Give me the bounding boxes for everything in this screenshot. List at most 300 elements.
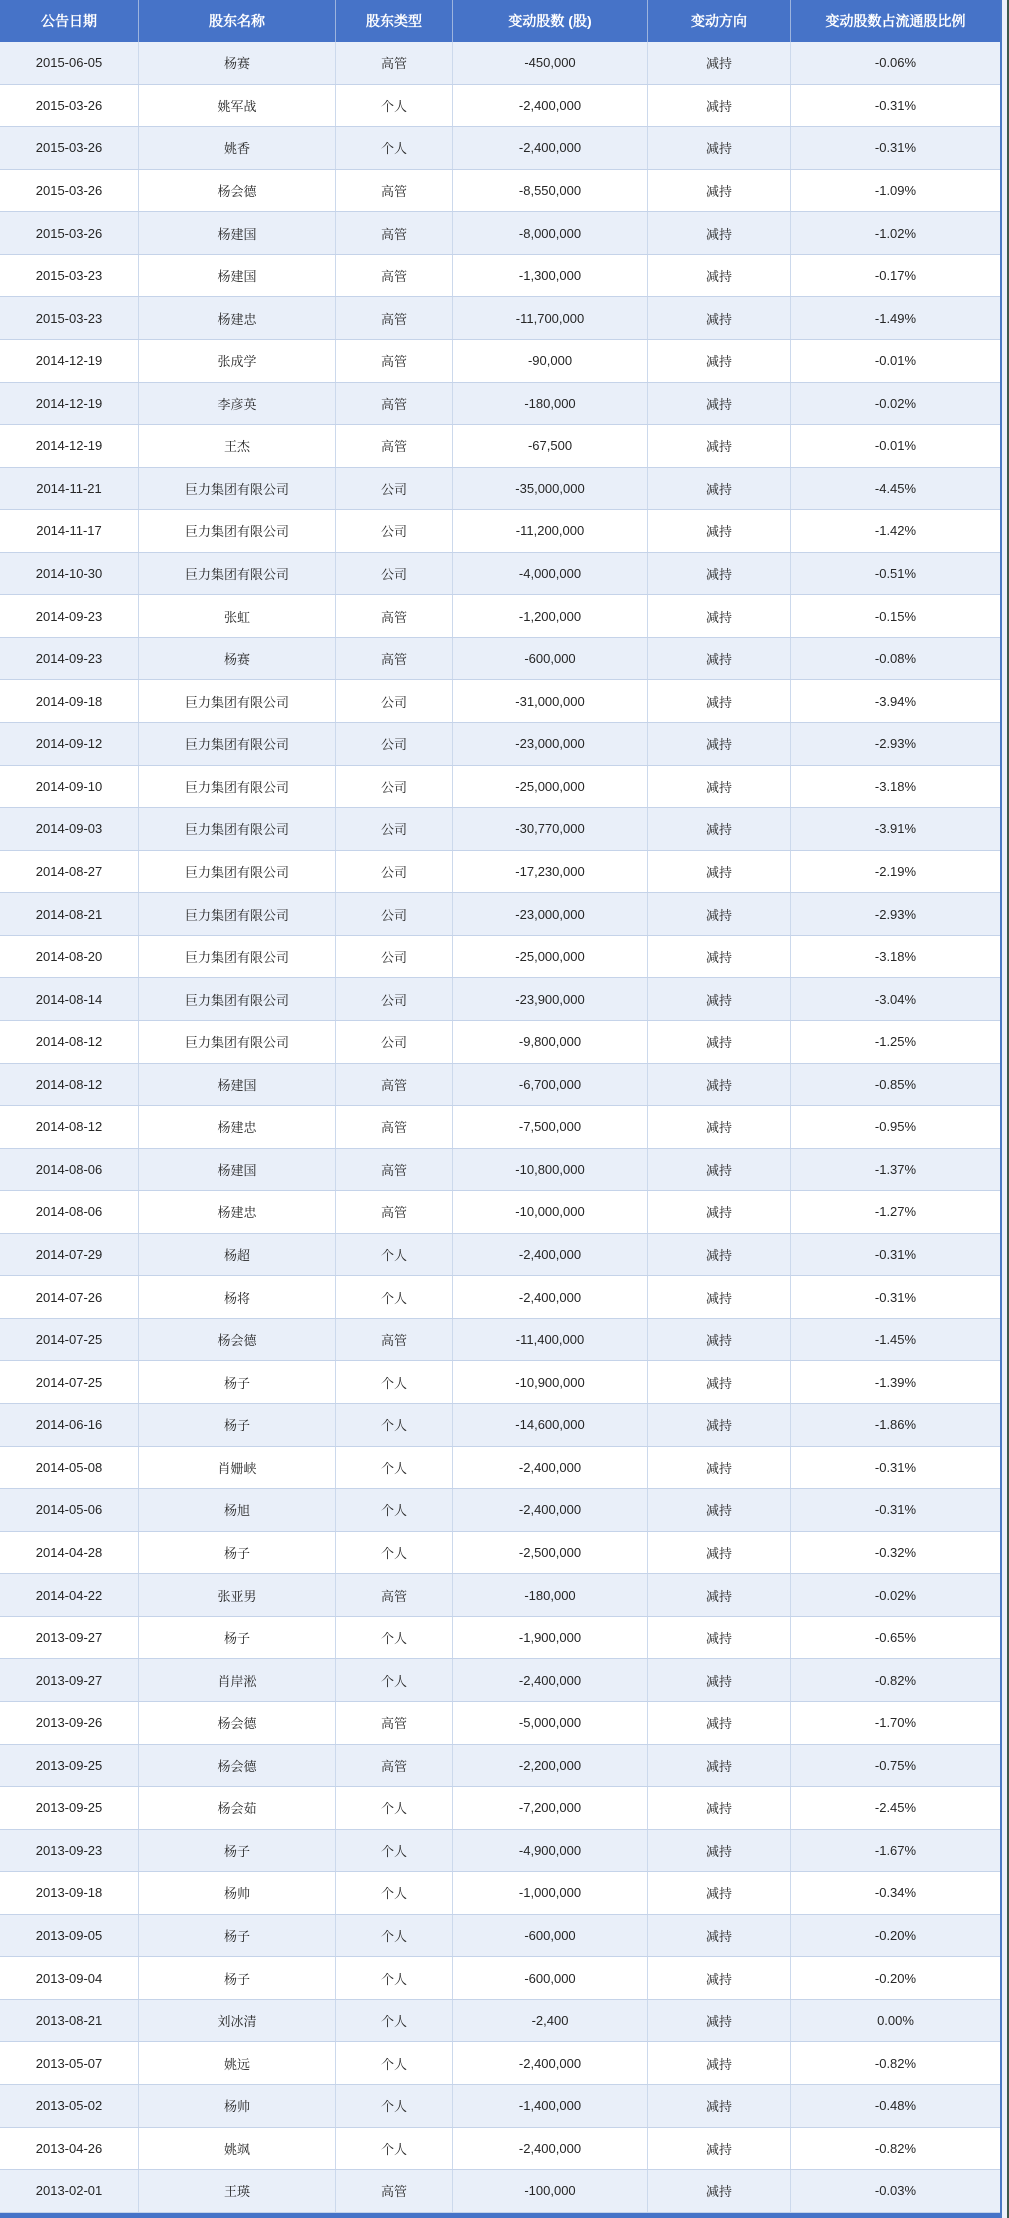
cell-date: 2014-11-21 <box>0 468 139 510</box>
cell-date: 2015-03-23 <box>0 255 139 297</box>
cell-direction: 减持 <box>648 2170 791 2212</box>
table-row <box>0 1617 1000 1660</box>
cell-type: 高管 <box>336 2170 453 2212</box>
cell-ratio: -0.82% <box>874 2140 917 2156</box>
cell-name: 杨赛 <box>139 42 336 84</box>
table-row <box>0 1319 1000 1362</box>
cell-date: 2014-05-06 <box>0 1489 139 1531</box>
cell-shares: -1,900,000 <box>453 1617 648 1659</box>
cell-date: 2014-12-19 <box>0 425 139 467</box>
cell-name: 李彦英 <box>139 383 336 425</box>
table-row <box>0 1361 1000 1404</box>
cell-shares: -4,000,000 <box>453 553 648 595</box>
column-header-float-ratio: 变动股数占流通股比例 <box>825 13 966 29</box>
cell-name: 肖岸淞 <box>139 1659 336 1701</box>
table-row <box>0 808 1000 851</box>
table-row <box>0 1021 1000 1064</box>
cell-shares: -600,000 <box>453 638 648 680</box>
cell-ratio: -0.02% <box>874 1587 917 1603</box>
cell-type: 公司 <box>336 978 453 1020</box>
cell-name: 王杰 <box>139 425 336 467</box>
cell-date: 2014-12-19 <box>0 383 139 425</box>
cell-name: 杨超 <box>139 1234 336 1276</box>
cell-ratio: -4.45% <box>874 480 917 496</box>
cell-name: 姚远 <box>139 2042 336 2084</box>
table-row <box>0 1830 1000 1873</box>
cell-direction: 减持 <box>648 1957 791 1999</box>
cell-ratio: -0.08% <box>874 651 917 667</box>
cell-shares: -10,800,000 <box>453 1149 648 1191</box>
table-row <box>0 297 1000 340</box>
cell-type: 个人 <box>336 2085 453 2127</box>
table-row <box>0 340 1000 383</box>
cell-ratio: -1.70% <box>874 1715 917 1731</box>
cell-direction: 减持 <box>648 1106 791 1148</box>
cell-ratio: -0.32% <box>874 1544 917 1560</box>
table-row <box>0 1276 1000 1319</box>
cell-shares: -30,770,000 <box>453 808 648 850</box>
column-header-direction: 变动方向 <box>648 0 791 42</box>
cell-name: 杨建国 <box>139 255 336 297</box>
cell-name: 杨会德 <box>139 1702 336 1744</box>
cell-ratio: -0.82% <box>874 2055 917 2071</box>
cell-shares: -8,550,000 <box>453 170 648 212</box>
cell-shares: -2,400,000 <box>453 1234 648 1276</box>
cell-ratio: -0.31% <box>874 97 917 113</box>
cell-direction: 减持 <box>648 1276 791 1318</box>
cell-shares: -600,000 <box>453 1957 648 1999</box>
cell-shares: -2,400 <box>453 2000 648 2042</box>
cell-name: 杨赛 <box>139 638 336 680</box>
cell-direction: 减持 <box>648 1830 791 1872</box>
column-header-announce-date: 公告日期 <box>0 0 139 42</box>
cell-date: 2015-06-05 <box>0 42 139 84</box>
cell-type: 个人 <box>336 1234 453 1276</box>
column-header-holder-name: 股东名称 <box>139 0 336 42</box>
cell-name: 姚军战 <box>139 85 336 127</box>
table-row <box>0 1915 1000 1958</box>
cell-direction: 减持 <box>648 1702 791 1744</box>
cell-date: 2014-08-21 <box>0 893 139 935</box>
cell-name: 肖姗峡 <box>139 1447 336 1489</box>
cell-shares: -180,000 <box>453 383 648 425</box>
cell-name: 杨会茹 <box>139 1787 336 1829</box>
cell-type: 个人 <box>336 1957 453 1999</box>
cell-name: 巨力集团有限公司 <box>139 936 336 978</box>
cell-type: 高管 <box>336 42 453 84</box>
cell-type: 个人 <box>336 2128 453 2170</box>
cell-date: 2014-07-29 <box>0 1234 139 1276</box>
cell-direction: 减持 <box>648 1361 791 1403</box>
cell-type: 高管 <box>336 1702 453 1744</box>
cell-name: 张虹 <box>139 595 336 637</box>
cell-ratio: -0.31% <box>874 140 917 156</box>
table-row <box>0 1106 1000 1149</box>
cell-name: 杨将 <box>139 1276 336 1318</box>
cell-type: 高管 <box>336 297 453 339</box>
cell-direction: 减持 <box>648 936 791 978</box>
cell-name: 杨子 <box>139 1915 336 1957</box>
cell-date: 2014-08-12 <box>0 1021 139 1063</box>
cell-ratio: -0.20% <box>874 1970 917 1986</box>
cell-date: 2015-03-23 <box>0 297 139 339</box>
cell-direction: 减持 <box>648 978 791 1020</box>
cell-type: 个人 <box>336 127 453 169</box>
table-row <box>0 2042 1000 2085</box>
table-body <box>0 42 1000 2213</box>
table-bottom-accent-bar <box>0 2213 1000 2218</box>
cell-ratio: -1.25% <box>874 1034 917 1050</box>
cell-ratio: -0.85% <box>874 1076 917 1092</box>
cell-shares: -600,000 <box>453 1915 648 1957</box>
cell-direction: 减持 <box>648 1489 791 1531</box>
cell-date: 2015-03-26 <box>0 212 139 254</box>
table-row <box>0 893 1000 936</box>
cell-name: 杨建国 <box>139 212 336 254</box>
cell-shares: -7,500,000 <box>453 1106 648 1148</box>
cell-type: 个人 <box>336 1915 453 1957</box>
cell-direction: 减持 <box>648 510 791 552</box>
cell-direction: 减持 <box>648 1915 791 1957</box>
cell-type: 个人 <box>336 1447 453 1489</box>
cell-date: 2013-09-27 <box>0 1659 139 1701</box>
table-row <box>0 1957 1000 2000</box>
cell-direction: 减持 <box>648 170 791 212</box>
cell-name: 姚香 <box>139 127 336 169</box>
table-row <box>0 1872 1000 1915</box>
cell-ratio: -0.02% <box>874 395 917 411</box>
cell-ratio: -0.95% <box>874 1119 917 1135</box>
cell-direction: 减持 <box>648 1872 791 1914</box>
cell-ratio: -1.67% <box>874 1842 917 1858</box>
table-row <box>0 1234 1000 1277</box>
right-edge-gutter <box>1002 0 1009 2218</box>
cell-ratio: -0.31% <box>874 1247 917 1263</box>
cell-type: 个人 <box>336 1276 453 1318</box>
cell-date: 2014-10-30 <box>0 553 139 595</box>
cell-type: 个人 <box>336 1617 453 1659</box>
cell-direction: 减持 <box>648 1234 791 1276</box>
cell-type: 公司 <box>336 893 453 935</box>
cell-ratio: -3.91% <box>874 821 917 837</box>
cell-ratio: -0.82% <box>874 1672 917 1688</box>
cell-direction: 减持 <box>648 255 791 297</box>
cell-direction: 减持 <box>648 553 791 595</box>
cell-date: 2014-06-16 <box>0 1404 139 1446</box>
cell-name: 杨建忠 <box>139 297 336 339</box>
cell-date: 2013-08-21 <box>0 2000 139 2042</box>
cell-direction: 减持 <box>648 595 791 637</box>
cell-shares: -25,000,000 <box>453 766 648 808</box>
cell-name: 巨力集团有限公司 <box>139 1021 336 1063</box>
table-row <box>0 1149 1000 1192</box>
table-row <box>0 680 1000 723</box>
cell-ratio: -0.20% <box>874 1928 917 1944</box>
cell-direction: 减持 <box>648 2042 791 2084</box>
cell-direction: 减持 <box>648 2128 791 2170</box>
cell-shares: -11,400,000 <box>453 1319 648 1361</box>
cell-direction: 减持 <box>648 1532 791 1574</box>
cell-shares: -8,000,000 <box>453 212 648 254</box>
cell-type: 个人 <box>336 2042 453 2084</box>
cell-shares: -31,000,000 <box>453 680 648 722</box>
cell-date: 2013-02-01 <box>0 2170 139 2212</box>
table-row <box>0 553 1000 596</box>
cell-name: 杨子 <box>139 1830 336 1872</box>
cell-type: 个人 <box>336 1404 453 1446</box>
cell-date: 2013-09-23 <box>0 1830 139 1872</box>
cell-ratio: -0.31% <box>874 1459 917 1475</box>
cell-ratio: -2.45% <box>874 1800 917 1816</box>
cell-name: 巨力集团有限公司 <box>139 680 336 722</box>
cell-ratio: -0.06% <box>874 55 917 71</box>
table-row <box>0 1659 1000 1702</box>
cell-shares: -2,400,000 <box>453 2042 648 2084</box>
cell-shares: -10,000,000 <box>453 1191 648 1233</box>
table-row <box>0 2085 1000 2128</box>
cell-shares: -2,200,000 <box>453 1745 648 1787</box>
cell-date: 2014-08-12 <box>0 1106 139 1148</box>
cell-type: 公司 <box>336 723 453 765</box>
cell-ratio: -1.49% <box>874 310 917 326</box>
table-row <box>0 638 1000 681</box>
cell-direction: 减持 <box>648 212 791 254</box>
table-row <box>0 1532 1000 1575</box>
cell-ratio: -1.09% <box>874 182 917 198</box>
cell-type: 高管 <box>336 1106 453 1148</box>
cell-shares: -6,700,000 <box>453 1064 648 1106</box>
cell-type: 高管 <box>336 1574 453 1616</box>
table-row <box>0 1574 1000 1617</box>
cell-direction: 减持 <box>648 1064 791 1106</box>
table-row <box>0 1404 1000 1447</box>
cell-name: 刘冰清 <box>139 2000 336 2042</box>
cell-ratio: -0.01% <box>874 438 917 454</box>
table-row <box>0 1489 1000 1532</box>
cell-name: 杨帅 <box>139 1872 336 1914</box>
cell-type: 高管 <box>336 212 453 254</box>
cell-ratio: -0.17% <box>874 268 917 284</box>
cell-shares: -25,000,000 <box>453 936 648 978</box>
cell-ratio: -0.34% <box>874 1885 917 1901</box>
cell-type: 高管 <box>336 1064 453 1106</box>
cell-direction: 减持 <box>648 1319 791 1361</box>
cell-direction: 减持 <box>648 1404 791 1446</box>
table-row <box>0 510 1000 553</box>
cell-date: 2014-09-23 <box>0 638 139 680</box>
cell-ratio: -0.15% <box>874 608 917 624</box>
cell-date: 2014-08-27 <box>0 851 139 893</box>
cell-direction: 减持 <box>648 1021 791 1063</box>
cell-date: 2013-09-05 <box>0 1915 139 1957</box>
cell-shares: -2,400,000 <box>453 1659 648 1701</box>
cell-type: 高管 <box>336 1149 453 1191</box>
table-row <box>0 1745 1000 1788</box>
cell-name: 杨子 <box>139 1617 336 1659</box>
table-row <box>0 2000 1000 2043</box>
cell-ratio: -3.04% <box>874 991 917 1007</box>
table-row <box>0 2170 1000 2213</box>
table-row <box>0 212 1000 255</box>
cell-type: 公司 <box>336 680 453 722</box>
cell-name: 杨子 <box>139 1957 336 1999</box>
cell-direction: 减持 <box>648 42 791 84</box>
column-header-holder-type: 股东类型 <box>336 0 453 42</box>
cell-type: 高管 <box>336 638 453 680</box>
cell-ratio: -0.31% <box>874 1502 917 1518</box>
cell-ratio: -1.37% <box>874 1161 917 1177</box>
table-row <box>0 383 1000 426</box>
table-row <box>0 766 1000 809</box>
cell-type: 个人 <box>336 2000 453 2042</box>
cell-direction: 减持 <box>648 1191 791 1233</box>
cell-name: 杨建国 <box>139 1064 336 1106</box>
cell-direction: 减持 <box>648 766 791 808</box>
cell-type: 公司 <box>336 1021 453 1063</box>
cell-ratio: -3.94% <box>874 693 917 709</box>
cell-date: 2014-09-10 <box>0 766 139 808</box>
cell-shares: -23,000,000 <box>453 723 648 765</box>
cell-shares: -2,400,000 <box>453 1447 648 1489</box>
cell-direction: 减持 <box>648 851 791 893</box>
cell-name: 巨力集团有限公司 <box>139 468 336 510</box>
cell-type: 高管 <box>336 340 453 382</box>
cell-direction: 减持 <box>648 1149 791 1191</box>
table-row <box>0 425 1000 468</box>
cell-direction: 减持 <box>648 808 791 850</box>
cell-name: 张亚男 <box>139 1574 336 1616</box>
cell-date: 2015-03-26 <box>0 85 139 127</box>
cell-shares: -2,400,000 <box>453 1489 648 1531</box>
cell-ratio: -0.48% <box>874 2098 917 2114</box>
cell-name: 巨力集团有限公司 <box>139 808 336 850</box>
table-row <box>0 851 1000 894</box>
cell-name: 王瑛 <box>139 2170 336 2212</box>
cell-date: 2014-08-06 <box>0 1191 139 1233</box>
cell-name: 杨帅 <box>139 2085 336 2127</box>
cell-shares: -1,400,000 <box>453 2085 648 2127</box>
cell-shares: -17,230,000 <box>453 851 648 893</box>
cell-direction: 减持 <box>648 297 791 339</box>
cell-ratio: -3.18% <box>874 778 917 794</box>
cell-type: 高管 <box>336 1745 453 1787</box>
cell-name: 张成学 <box>139 340 336 382</box>
cell-ratio: -0.51% <box>874 566 917 582</box>
cell-direction: 减持 <box>648 893 791 935</box>
cell-ratio: -3.18% <box>874 949 917 965</box>
cell-shares: -4,900,000 <box>453 1830 648 1872</box>
cell-date: 2014-09-23 <box>0 595 139 637</box>
cell-type: 高管 <box>336 383 453 425</box>
cell-direction: 减持 <box>648 680 791 722</box>
cell-direction: 减持 <box>648 383 791 425</box>
column-header-changed-shares: 变动股数 (股) <box>453 0 648 42</box>
table-row <box>0 595 1000 638</box>
table-row <box>0 936 1000 979</box>
cell-shares: -1,000,000 <box>453 1872 648 1914</box>
table-row <box>0 1787 1000 1830</box>
cell-ratio: -1.45% <box>874 1332 917 1348</box>
cell-type: 高管 <box>336 595 453 637</box>
cell-shares: -2,400,000 <box>453 1276 648 1318</box>
cell-name: 巨力集团有限公司 <box>139 978 336 1020</box>
cell-name: 杨建国 <box>139 1149 336 1191</box>
cell-ratio: -1.39% <box>874 1374 917 1390</box>
table-header-row <box>0 0 1000 42</box>
cell-direction: 减持 <box>648 1745 791 1787</box>
table-row <box>0 1702 1000 1745</box>
cell-shares: -2,400,000 <box>453 85 648 127</box>
cell-date: 2013-09-25 <box>0 1745 139 1787</box>
cell-type: 高管 <box>336 255 453 297</box>
cell-shares: -5,000,000 <box>453 1702 648 1744</box>
cell-direction: 减持 <box>648 468 791 510</box>
cell-date: 2013-09-18 <box>0 1872 139 1914</box>
cell-shares: -23,900,000 <box>453 978 648 1020</box>
cell-type: 高管 <box>336 425 453 467</box>
cell-direction: 减持 <box>648 1659 791 1701</box>
table-row <box>0 42 1000 85</box>
cell-date: 2014-04-28 <box>0 1532 139 1574</box>
cell-shares: -9,800,000 <box>453 1021 648 1063</box>
cell-date: 2014-08-20 <box>0 936 139 978</box>
cell-name: 巨力集团有限公司 <box>139 723 336 765</box>
cell-type: 个人 <box>336 1532 453 1574</box>
cell-date: 2013-05-02 <box>0 2085 139 2127</box>
cell-date: 2013-09-27 <box>0 1617 139 1659</box>
cell-shares: -67,500 <box>453 425 648 467</box>
cell-ratio: -0.65% <box>874 1630 917 1646</box>
cell-date: 2014-04-22 <box>0 1574 139 1616</box>
cell-ratio: -2.93% <box>874 906 917 922</box>
table-row <box>0 1064 1000 1107</box>
cell-date: 2014-08-12 <box>0 1064 139 1106</box>
cell-shares: -100,000 <box>453 2170 648 2212</box>
cell-type: 个人 <box>336 1361 453 1403</box>
cell-shares: -2,400,000 <box>453 127 648 169</box>
cell-date: 2013-09-26 <box>0 1702 139 1744</box>
cell-date: 2013-09-04 <box>0 1957 139 1999</box>
cell-date: 2014-07-25 <box>0 1319 139 1361</box>
cell-type: 公司 <box>336 936 453 978</box>
table-row <box>0 1191 1000 1234</box>
cell-ratio: -0.31% <box>874 1289 917 1305</box>
cell-ratio: -1.86% <box>874 1417 917 1433</box>
cell-direction: 减持 <box>648 340 791 382</box>
cell-date: 2015-03-26 <box>0 170 139 212</box>
cell-name: 巨力集团有限公司 <box>139 510 336 552</box>
cell-ratio: -1.42% <box>874 523 917 539</box>
table-row <box>0 2128 1000 2171</box>
cell-date: 2014-11-17 <box>0 510 139 552</box>
cell-shares: -1,200,000 <box>453 595 648 637</box>
cell-date: 2014-08-14 <box>0 978 139 1020</box>
cell-date: 2014-12-19 <box>0 340 139 382</box>
cell-ratio: -1.02% <box>874 225 917 241</box>
cell-direction: 减持 <box>648 1447 791 1489</box>
cell-type: 公司 <box>336 553 453 595</box>
cell-name: 杨子 <box>139 1361 336 1403</box>
cell-shares: -90,000 <box>453 340 648 382</box>
cell-shares: -1,300,000 <box>453 255 648 297</box>
cell-name: 杨建忠 <box>139 1106 336 1148</box>
cell-name: 杨旭 <box>139 1489 336 1531</box>
cell-direction: 减持 <box>648 723 791 765</box>
cell-shares: -23,000,000 <box>453 893 648 935</box>
table-row <box>0 255 1000 298</box>
cell-ratio: -2.19% <box>874 863 917 879</box>
cell-date: 2014-09-12 <box>0 723 139 765</box>
